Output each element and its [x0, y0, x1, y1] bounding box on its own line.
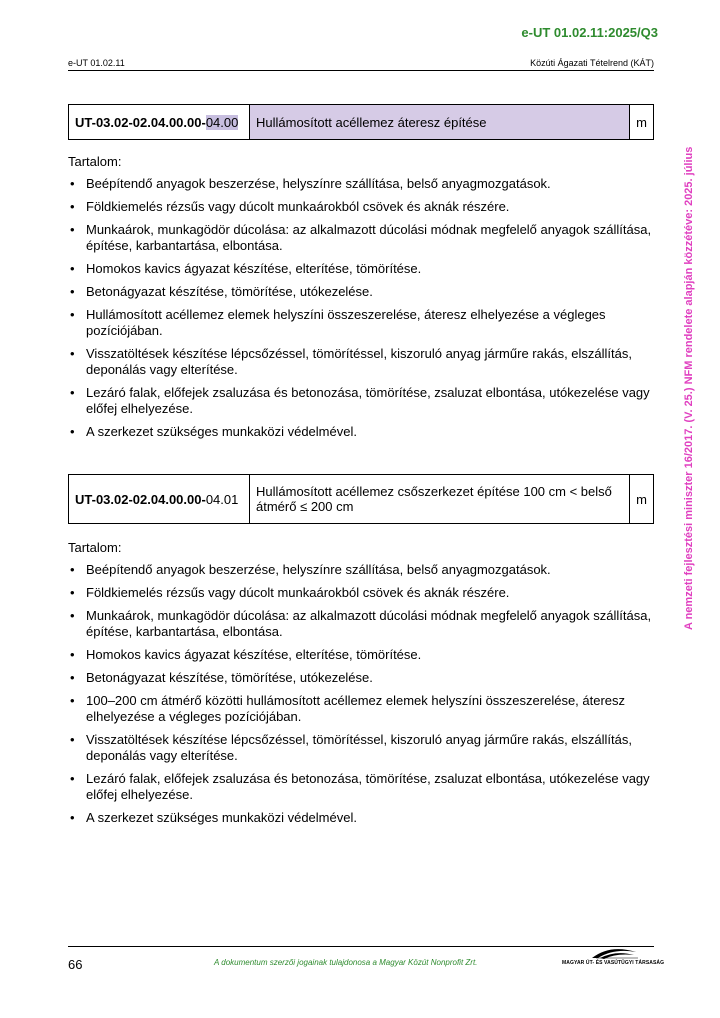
- list-item: • Beépítendő anyagok beszerzése, helyszínre szállítása, belső anyagmozgatások.: [68, 562, 654, 578]
- item-code-cell: [69, 475, 250, 524]
- item-content-2: [68, 540, 654, 833]
- list-item: • Visszatöltések készítése lépcsőzéssel, tömörítéssel, kiszoruló anyag járműre rakás, elszállítás, deponálás vagy elterítése.: [68, 346, 654, 378]
- item-unit: m: [630, 105, 654, 140]
- content-list: [68, 562, 654, 826]
- item-table-1: [68, 104, 654, 140]
- list-item: • Földkiemelés rézsűs vagy dúcolt munkaárokból csövek és aknák részére.: [68, 199, 654, 215]
- publisher-logo-text: MAGYAR ÚT- ÉS VASÚTÜGYI TÁRSASÁG: [562, 960, 665, 966]
- header-divider: [68, 70, 654, 71]
- item-code-prefix: UT-03.02-02.04.00.00-: [75, 491, 206, 507]
- list-item: • Hullámosított acéllemez elemek helyszíni összeszerelése, áteresz elhelyezése a végleges pozíciójában.: [68, 307, 654, 339]
- list-item: • Munkaárok, munkagödör dúcolása: az alkalmazott dúcolási módnak megfelelő anyagok szállítása, építése, karbantartása, elbontása.: [68, 608, 654, 640]
- item-code-cell: [69, 105, 250, 140]
- list-item: • Beépítendő anyagok beszerzése, helyszínre szállítása, belső anyagmozgatások.: [68, 176, 654, 192]
- list-item: • Homokos kavics ágyazat készítése, elterítése, tömörítése.: [68, 647, 654, 663]
- list-item: • Homokos kavics ágyazat készítése, elterítése, tömörítése.: [68, 261, 654, 277]
- copyright-notice: A dokumentum szerzői jogainak tulajdonosa a Magyar Közút Nonprofit Zrt.: [214, 958, 478, 967]
- list-item: • 100–200 cm átmérő közötti hullámosított acéllemez elemek helyszíni összeszerelése, áteresz elhelyezése a végleges pozíciójában.: [68, 693, 654, 725]
- list-item: • A szerkezet szükséges munkaközi védelmével.: [68, 424, 654, 440]
- item-unit: m: [630, 475, 654, 524]
- item-row: [69, 105, 654, 140]
- list-item: • Munkaárok, munkagödör dúcolása: az alkalmazott dúcolási módnak megfelelő anyagok szállítása, építése, karbantartása, elbontása.: [68, 222, 654, 254]
- list-item: • Lezáró falak, előfejek zsaluzása és betonozása, tömörítése, zsaluzat elbontása, utókezelése vagy előfej elhelyezése.: [68, 771, 654, 803]
- publisher-logo-icon: [562, 946, 656, 970]
- content-list: [68, 176, 654, 440]
- list-item: • Betonágyazat készítése, tömörítése, utókezelése.: [68, 670, 654, 686]
- side-publication-note: A nemzeti fejlesztési miniszter 16/2017. (V. 25.) NFM rendelete alapján közzétéve: 2025. július: [683, 146, 695, 630]
- item-title: Hullámosított acéllemez áteresz építése: [250, 105, 630, 140]
- item-code-prefix: UT-03.02-02.04.00.00-: [75, 114, 206, 130]
- item-title: Hullámosított acéllemez csőszerkezet építése 100 cm < belső átmérő ≤ 200 cm: [250, 475, 630, 524]
- item-row: [69, 475, 654, 524]
- item-table-2: [68, 474, 654, 524]
- list-item: • Földkiemelés rézsűs vagy dúcolt munkaárokból csövek és aknák részére.: [68, 585, 654, 601]
- list-item: • Lezáró falak, előfejek zsaluzása és betonozása, tömörítése, zsaluzat elbontása, utókezelése vagy előfej elhelyezése.: [68, 385, 654, 417]
- header-left: e-UT 01.02.11: [68, 58, 125, 68]
- doc-code: e-UT 01.02.11:2025/Q3: [521, 25, 658, 40]
- header-right: Közúti Ágazati Tételrend (KÁT): [530, 58, 654, 68]
- list-item: • A szerkezet szükséges munkaközi védelmével.: [68, 810, 654, 826]
- page-number: 66: [68, 957, 83, 972]
- item-code-suffix: 04.01: [205, 491, 239, 507]
- content-label: Tartalom:: [68, 540, 122, 555]
- item-content-1: [68, 154, 654, 447]
- content-label: Tartalom:: [68, 154, 122, 169]
- item-code-suffix: 04.00: [205, 114, 239, 130]
- list-item: • Betonágyazat készítése, tömörítése, utókezelése.: [68, 284, 654, 300]
- list-item: • Visszatöltések készítése lépcsőzéssel, tömörítéssel, kiszoruló anyag járműre rakás, elszállítás, deponálás vagy elterítése.: [68, 732, 654, 764]
